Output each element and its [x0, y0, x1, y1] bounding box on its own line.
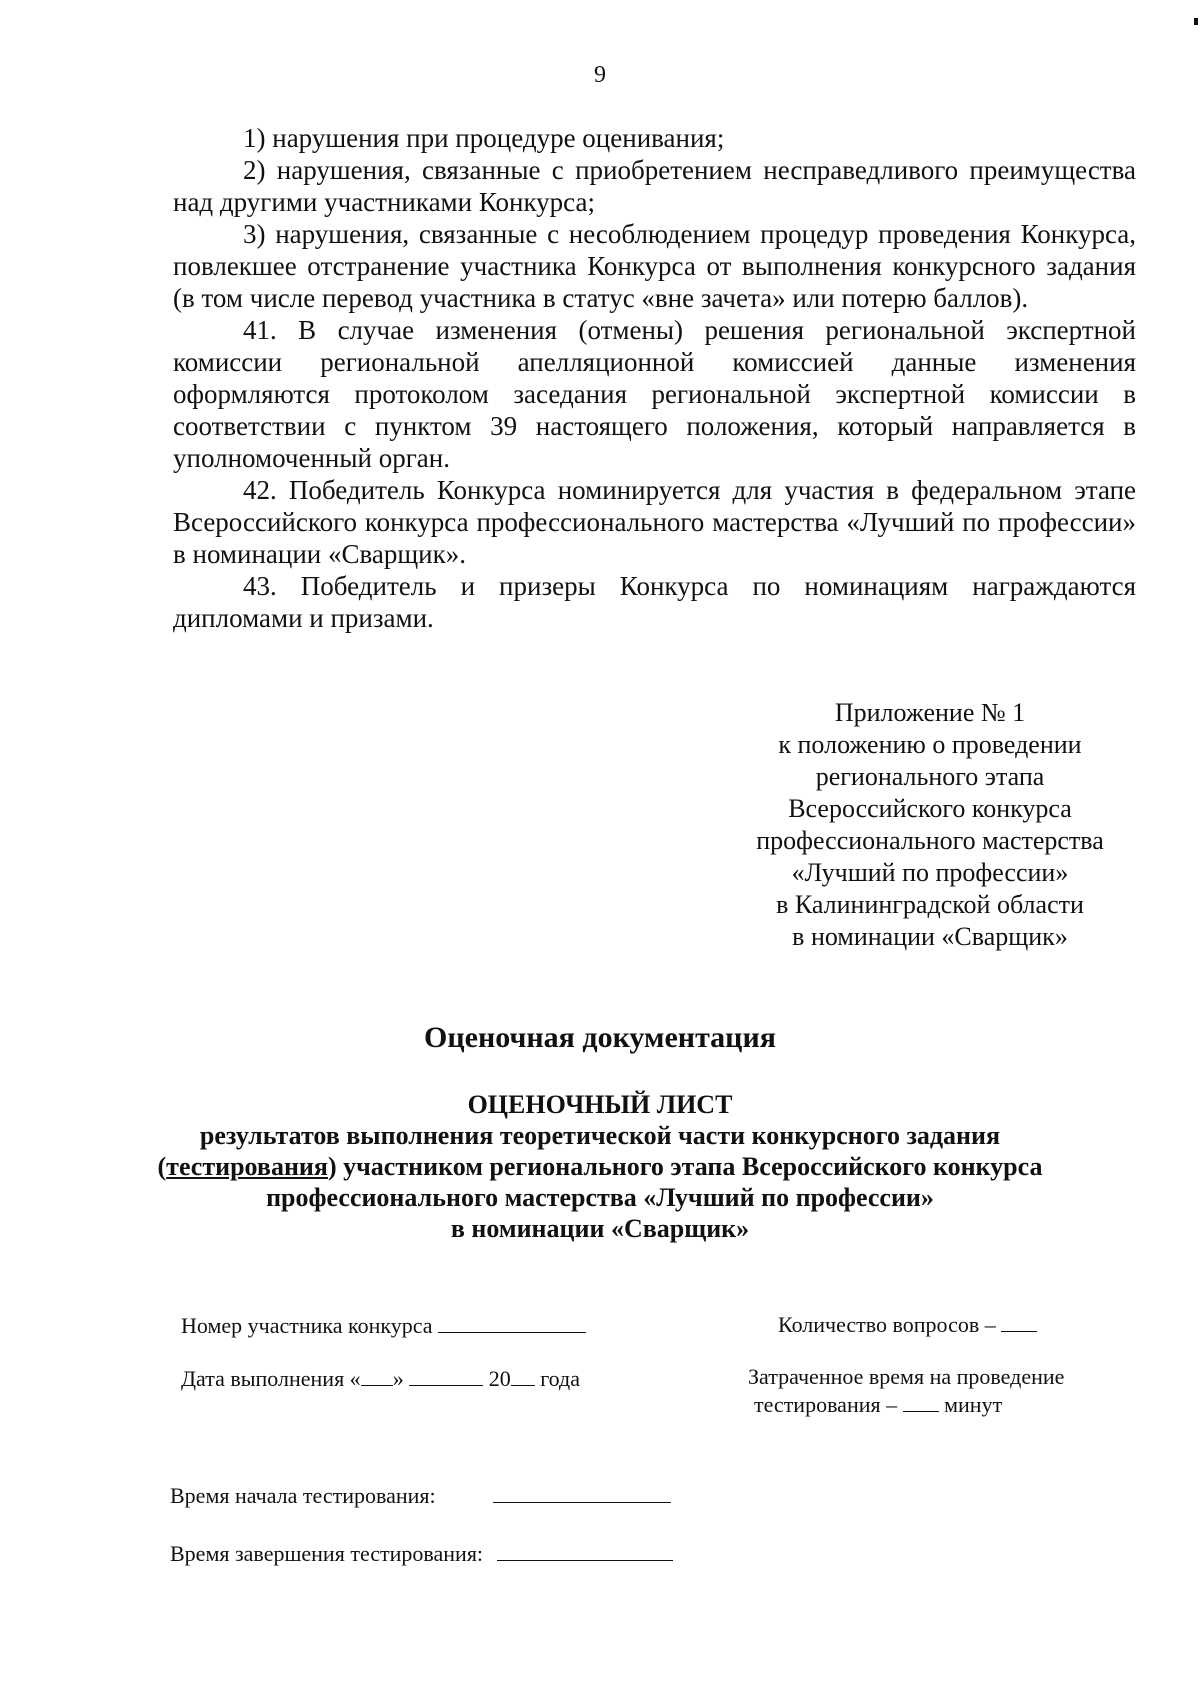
year-blank[interactable] [511, 1367, 535, 1386]
questions-count-field [778, 1312, 1037, 1338]
time-spent-field [748, 1364, 1064, 1418]
field-label: тестирования – [754, 1392, 898, 1417]
month-blank[interactable] [409, 1367, 483, 1386]
annex-line: «Лучший по профессии» [791, 858, 1069, 887]
sheet-subtitle-line [0, 1151, 1200, 1182]
sheet-title: ОЦЕНОЧНЫЙ ЛИСТ [467, 1090, 733, 1119]
end-time-field [170, 1541, 673, 1567]
fill-blank[interactable] [438, 1314, 586, 1333]
underlined-word: тестирования [166, 1152, 328, 1181]
sheet-heading [0, 1089, 1200, 1244]
sheet-subtitle-line: профессионального мастерства «Лучший по профессии» [266, 1183, 934, 1212]
completion-date-field [181, 1366, 580, 1392]
field-label: Время начала тестирования: [170, 1483, 436, 1508]
annex-block [690, 697, 1170, 953]
year-prefix: 20 [488, 1366, 511, 1391]
participant-number-field [181, 1313, 586, 1339]
start-time-field [170, 1483, 671, 1509]
annex-line: профессионального мастерства [756, 826, 1104, 855]
field-label: Номер участника конкурса [181, 1313, 433, 1338]
fill-blank[interactable] [1001, 1313, 1037, 1332]
annex-line: регионального этапа [815, 762, 1045, 791]
paragraph: 42. Победитель Конкурса номинируется для участия в федеральном этапе Всероссийского конкурса профессионального мастерства «Лучший по профессии» в номинации «Сварщик». [173, 475, 1136, 569]
sheet-subtitle-line: в номинации «Сварщик» [450, 1214, 750, 1243]
annex-line: к положению о проведении [778, 730, 1082, 759]
page-number: 9 [594, 62, 606, 88]
sheet-subtitle-line: результатов выполнения теоретической части конкурсного задания [199, 1121, 1001, 1150]
field-label: » [392, 1366, 404, 1391]
line-rest: ) участником регионального этапа Всероссийского конкурса [327, 1152, 1043, 1181]
annex-line: Всероссийского конкурса [788, 794, 1072, 823]
paragraph: 2) нарушения, связанные с приобретением несправедливого преимущества над другими участниками Конкурса; [173, 155, 1136, 217]
section-title: Оценочная документация [424, 1021, 776, 1054]
body-text [173, 122, 1136, 634]
paragraph: 41. В случае изменения (отмены) решения региональной экспертной комиссии региональной апелляционной комиссией данные изменения оформляются протоколом заседания региональной экспертной комиссии в соответствии с пунктом 39 настоящего положения, который направляется в уполномоченный орган. [173, 315, 1136, 473]
fill-blank[interactable] [493, 1484, 671, 1503]
paragraph: 43. Победитель и призеры Конкурса по номинациям награждаются дипломами и призами. [173, 571, 1136, 633]
field-label: Затраченное время на проведение [748, 1364, 1065, 1389]
fill-blank[interactable] [903, 1393, 939, 1412]
annex-line: в Калининградской области [776, 890, 1084, 919]
field-label: минут [944, 1392, 1003, 1417]
field-label: Дата выполнения « [181, 1366, 361, 1391]
annex-line: в номинации «Сварщик» [792, 922, 1068, 951]
year-suffix: года [540, 1366, 580, 1391]
field-label: Количество вопросов – [778, 1312, 996, 1337]
paragraph: 3) нарушения, связанные с несоблюдением процедур проведения Конкурса, повлекшее отстранение участника Конкурса от выполнения конкурсного задания (в том числе перевод участника в статус «вне зачета» или потерю баллов). [173, 219, 1136, 313]
scan-artifact [1194, 18, 1198, 25]
annex-line: Приложение № 1 [834, 698, 1026, 727]
fill-blank[interactable] [497, 1542, 673, 1561]
day-blank[interactable] [361, 1367, 393, 1386]
field-label: Время завершения тестирования: [170, 1541, 484, 1566]
time-spent-line [748, 1392, 1064, 1418]
paren-open: ( [157, 1152, 167, 1181]
paragraph: 1) нарушения при процедуре оценивания; [243, 123, 725, 153]
